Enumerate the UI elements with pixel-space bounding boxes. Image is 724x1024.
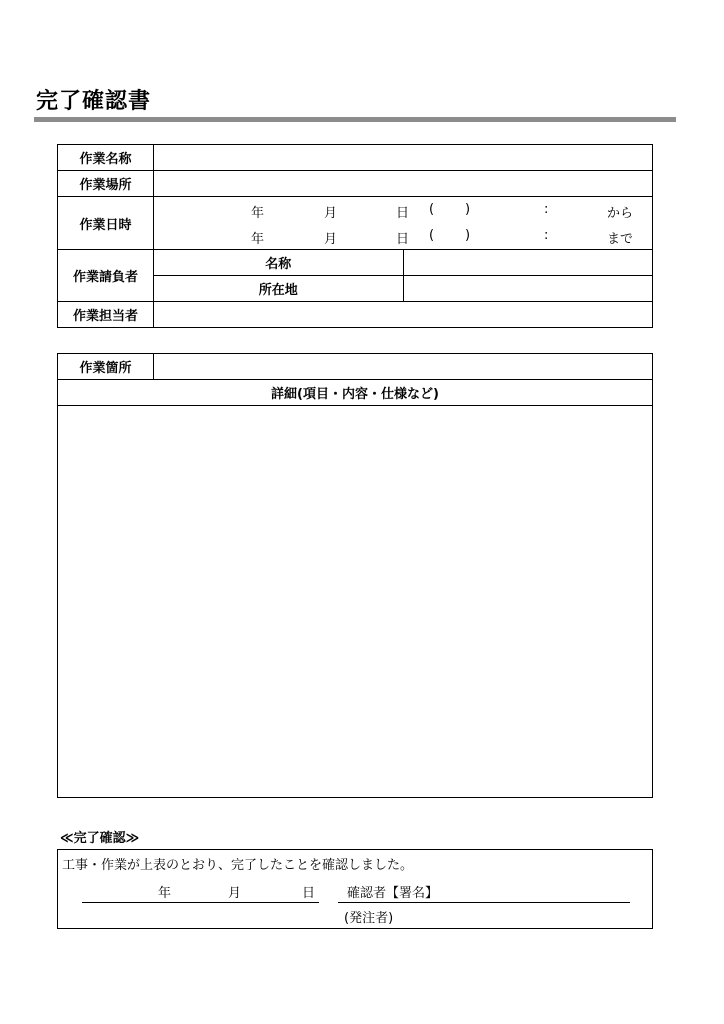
work-place-label: 作業場所 <box>58 171 154 197</box>
to-label: まで <box>607 232 634 247</box>
confirm-month-label: 月 <box>228 886 242 901</box>
person-in-charge-field[interactable] <box>154 302 653 328</box>
date-underline[interactable] <box>82 902 319 903</box>
work-location-label: 作業箇所 <box>58 354 154 380</box>
end-datetime-row <box>154 223 652 249</box>
detail-header: 詳細(項目・内容・仕様など) <box>58 380 653 406</box>
contractor-address-field[interactable] <box>403 276 653 302</box>
end-time-colon: : <box>544 228 549 243</box>
work-datetime-field[interactable] <box>154 197 653 250</box>
work-info-table <box>57 144 653 328</box>
contractor-name-label: 名称 <box>154 250 404 276</box>
start-year-label: 年 <box>251 206 265 221</box>
end-year-label: 年 <box>251 232 265 247</box>
start-time-colon: : <box>544 202 549 217</box>
page-title: 完了確認書 <box>36 89 152 114</box>
confirmer-signature-label: 確認者【署名】 <box>347 886 439 901</box>
start-day-label: 日 <box>396 206 410 221</box>
orderer-label: (発注者) <box>344 911 394 926</box>
person-in-charge-label: 作業担当者 <box>58 302 154 328</box>
end-month-label: 月 <box>324 232 338 247</box>
start-month-label: 月 <box>324 206 338 221</box>
completion-confirmation-box <box>57 849 653 929</box>
contractor-address-label: 所在地 <box>154 276 404 302</box>
work-place-field[interactable] <box>154 171 653 197</box>
end-day-label: 日 <box>396 232 410 247</box>
work-name-label: 作業名称 <box>58 145 154 171</box>
confirm-year-label: 年 <box>158 886 172 901</box>
contractor-name-field[interactable] <box>403 250 653 276</box>
title-divider <box>34 117 676 122</box>
completion-section-label: ≪完了確認≫ <box>60 831 140 846</box>
start-paren-close: ) <box>465 202 471 217</box>
from-label: から <box>607 206 634 221</box>
signature-underline[interactable] <box>338 902 630 903</box>
start-paren-open: ( <box>429 202 435 217</box>
contractor-label: 作業請負者 <box>58 250 154 302</box>
completion-statement: 工事・作業が上表のとおり、完了したことを確認しました。 <box>62 858 414 873</box>
work-name-field[interactable] <box>154 145 653 171</box>
end-paren-close: ) <box>465 228 471 243</box>
work-detail-table <box>57 353 653 798</box>
work-location-field[interactable] <box>154 354 653 380</box>
confirm-day-label: 日 <box>302 886 316 901</box>
work-datetime-label: 作業日時 <box>58 197 154 250</box>
end-paren-open: ( <box>429 228 435 243</box>
detail-body-field[interactable] <box>58 406 653 798</box>
start-datetime-row <box>154 197 652 223</box>
